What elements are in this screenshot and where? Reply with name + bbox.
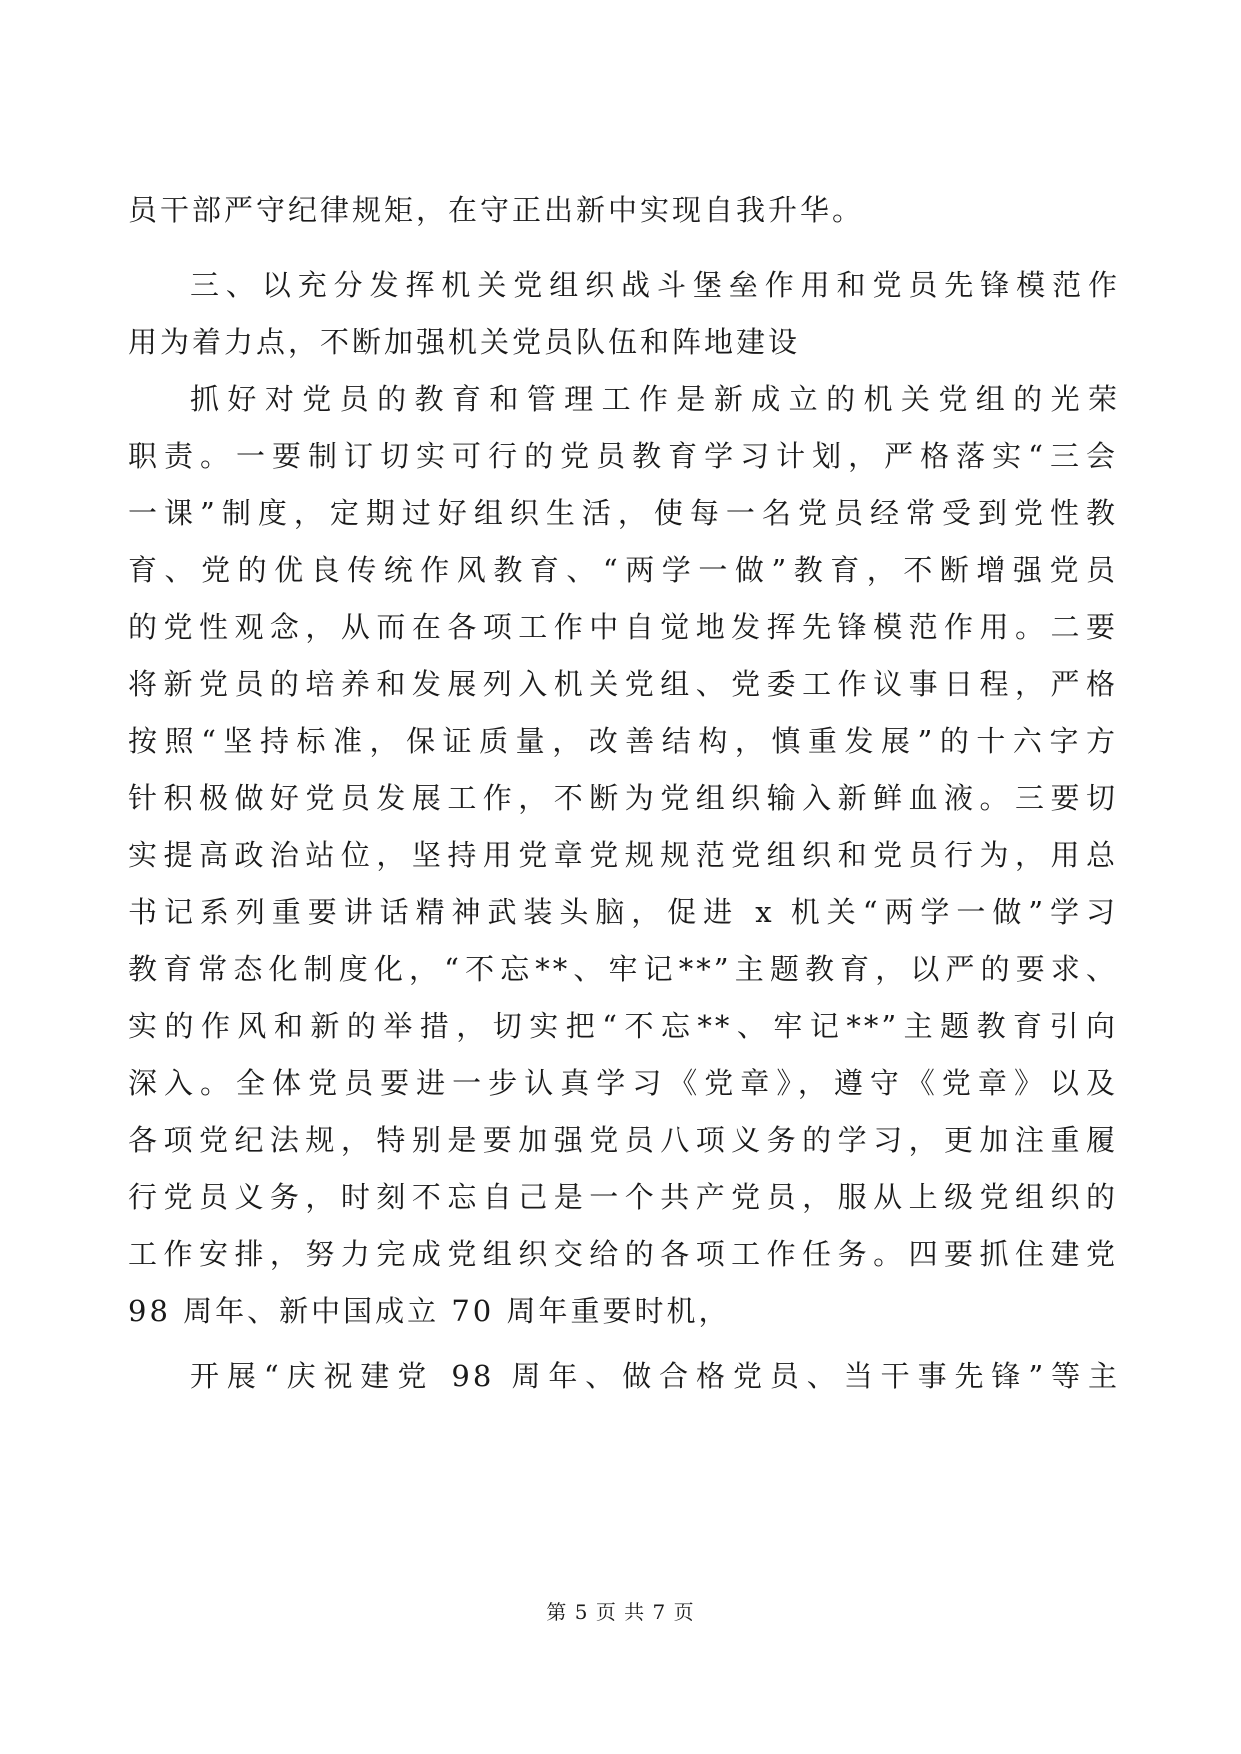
page-number-footer: 第 5 页 共 7 页 xyxy=(546,1600,695,1624)
paragraph-line-2: 职责。一要制订切实可行的党员教育学习计划，严格落实“三会 xyxy=(128,439,1118,473)
paragraph-line-4: 育、党的优良传统作风教育、“两学一做”教育，不断增强党员 xyxy=(128,553,1118,587)
paragraph-line-6: 将新党员的培养和发展列入机关党组、党委工作议事日程，严格 xyxy=(128,667,1118,701)
paragraph-line-13: 深入。全体党员要进一步认真学习《党章》，遵守《党章》以及 xyxy=(128,1066,1118,1100)
section-heading-line-1: 三、以充分发挥机关党组织战斗堡垒作用和党员先锋模范作 xyxy=(190,268,1120,302)
paragraph-line-16: 工作安排，努力完成党组织交给的各项工作任务。四要抓住建党 xyxy=(128,1237,1118,1271)
paragraph-line-15: 行党员义务，时刻不忘自己是一个共产党员，服从上级党组织的 xyxy=(128,1180,1118,1214)
paragraph-line-1: 抓好对党员的教育和管理工作是新成立的机关党组的光荣 xyxy=(190,382,1120,416)
paragraph-line-17: 98 周年、新中国成立 70 周年重要时机， xyxy=(128,1294,731,1328)
paragraph-line-9: 实提高政治站位，坚持用党章党规规范党组织和党员行为，用总 xyxy=(128,838,1118,872)
paragraph-line-7: 按照“坚持标准，保证质量，改善结构，慎重发展”的十六字方 xyxy=(128,724,1118,758)
paragraph-line-11: 教育常态化制度化，“不忘**、牢记**”主题教育，以严的要求、 xyxy=(128,952,1118,986)
paragraph-line-10: 书记系列重要讲话精神武装头脑，促进 x 机关“两学一做”学习 xyxy=(128,895,1118,929)
text-line-1: 员干部严守纪律规矩，在守正出新中实现自我升华。 xyxy=(128,193,865,227)
paragraph-line-3: 一课”制度，定期过好组织生活，使每一名党员经常受到党性教 xyxy=(128,496,1118,530)
paragraph-line-14: 各项党纪法规，特别是要加强党员八项义务的学习，更加注重履 xyxy=(128,1123,1118,1157)
paragraph-line-12: 实的作风和新的举措，切实把“不忘**、牢记**”主题教育引向 xyxy=(128,1009,1118,1043)
paragraph-line-8: 针积极做好党员发展工作，不断为党组织输入新鲜血液。三要切 xyxy=(128,781,1118,815)
paragraph-next-line-1: 开展“庆祝建党 98 周年、做合格党员、当干事先锋”等主 xyxy=(190,1359,1120,1393)
section-heading-line-2: 用为着力点，不断加强机关党员队伍和阵地建设 xyxy=(128,325,801,359)
paragraph-line-5: 的党性观念，从而在各项工作中自觉地发挥先锋模范作用。二要 xyxy=(128,610,1118,644)
